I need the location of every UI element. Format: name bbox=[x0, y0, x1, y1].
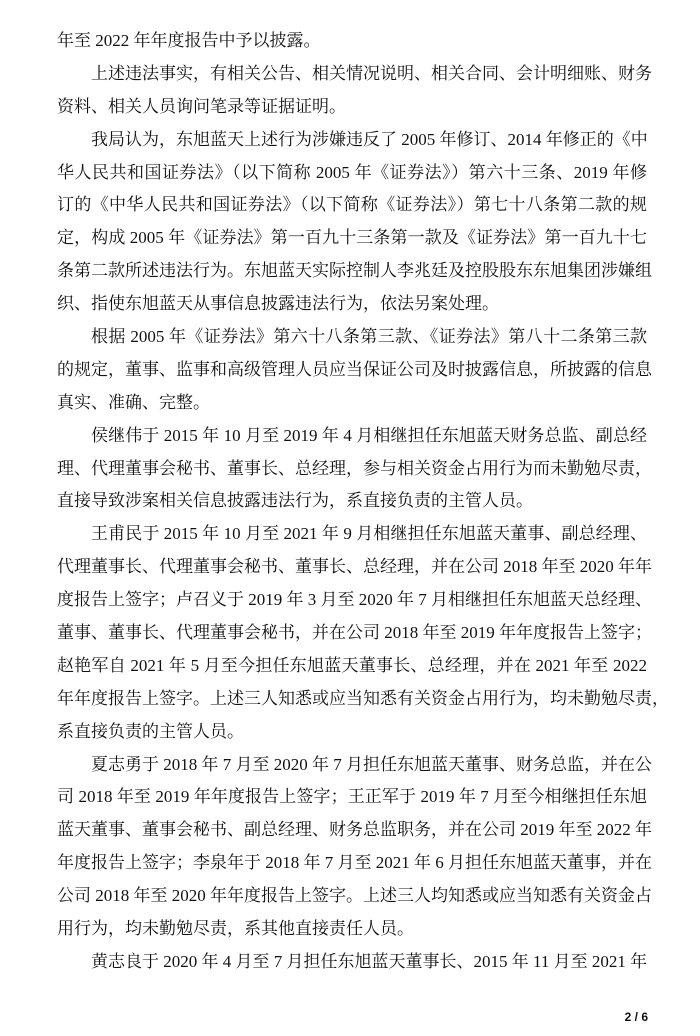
text-line: 直接导致涉案相关信息披露违法行为，系直接负责的主管人员。 bbox=[57, 491, 533, 511]
document-body bbox=[57, 25, 669, 979]
paragraph bbox=[57, 518, 669, 748]
text-line: 织、指使东旭蓝天从事信息披露违法行为，依法另案处理。 bbox=[57, 294, 499, 314]
paragraph bbox=[57, 946, 647, 979]
paragraph bbox=[57, 124, 652, 321]
page-number: 2 / 6 bbox=[624, 1010, 648, 1024]
text-line: 度报告上签字；卢召义于 2019 年 3 月至 2020 年 7 月相继担任东旭蓝天总经理、 bbox=[57, 590, 652, 610]
text-line: 公司 2018 年至 2020 年年度报告上签字。上述三人均知悉或应当知悉有关资金占 bbox=[57, 886, 652, 906]
text-line: 上述违法事实，有相关公告、相关情况说明、相关合同、会计明细账、财务 bbox=[91, 63, 652, 83]
text-line: 定，构成 2005 年《证券法》第一百九十三条第一款及《证券法》第一百九十七 bbox=[57, 228, 647, 248]
text-line: 代理董事长、代理董事会秘书、董事长、总经理，并在公司 2018 年至 2020 年年 bbox=[57, 557, 652, 577]
text-line: 赵艳军自 2021 年 5 月至今担任东旭蓝天董事长、总经理，并在 2021 年至 2022 bbox=[57, 655, 647, 675]
text-line: 董事、董事长、代理董事会秘书，并在公司 2018 年至 2019 年年度报告上签字； bbox=[57, 623, 652, 643]
text-line: 年度报告上签字；李泉年于 2018 年 7 月至 2021 年 6 月担任东旭蓝天董事，并在 bbox=[57, 853, 652, 873]
text-line: 真实、准确、完整。 bbox=[57, 392, 210, 412]
text-line: 夏志勇于 2018 年 7 月至 2020 年 7 月担任东旭蓝天董事、财务总监，并在公 bbox=[91, 754, 652, 774]
text-line: 蓝天董事、董事会秘书、副总经理、财务总监职务，并在公司 2019 年至 2022 年 bbox=[57, 820, 652, 840]
text-line: 黄志良于 2020 年 4 月至 7 月担任东旭蓝天董事长、2015 年 11 月至 2021 年 bbox=[91, 951, 648, 971]
text-line: 我局认为，东旭蓝天上述行为涉嫌违反了 2005 年修订、2014 年修正的《中 bbox=[91, 129, 648, 149]
text-line: 条第二款所述违法行为。东旭蓝天实际控制人李兆廷及控股股东东旭集团涉嫌组 bbox=[57, 261, 652, 281]
text-line: 华人民共和国证券法》（以下简称 2005 年《证券法》）第六十三条、2019 年修 bbox=[57, 162, 647, 182]
text-line: 年年度报告上签字。上述三人知悉或应当知悉有关资金占用行为，均未勤勉尽责， bbox=[57, 688, 669, 708]
text-line: 根据 2005 年《证券法》第六十八条第三款、《证券法》第八十二条第三款 bbox=[91, 327, 647, 347]
paragraph bbox=[57, 321, 652, 420]
text-line: 王甫民于 2015 年 10 月至 2021 年 9 月相继担任东旭蓝天董事、副总经理、 bbox=[91, 524, 647, 544]
paragraph bbox=[57, 25, 647, 58]
text-line: 的规定，董事、监事和高级管理人员应当保证公司及时披露信息，所披露的信息 bbox=[57, 359, 652, 379]
text-line: 资料、相关人员询问笔录等证据证明。 bbox=[57, 96, 346, 116]
paragraph bbox=[57, 749, 652, 946]
text-line: 系直接负责的主管人员。 bbox=[57, 721, 244, 741]
paragraph bbox=[57, 58, 652, 124]
text-line: 理、代理董事会秘书、董事长、总经理，参与相关资金占用行为而未勤勉尽责， bbox=[57, 458, 652, 478]
paragraph bbox=[57, 420, 652, 519]
text-line: 订的《中华人民共和国证券法》（以下简称《证券法》）第七十八条第二款的规 bbox=[57, 195, 647, 215]
text-line: 用行为，均未勤勉尽责，系其他直接责任人员。 bbox=[57, 919, 414, 939]
text-line: 司 2018 年至 2019 年年度报告上签字；王正军于 2019 年 7 月至今相继担任东旭 bbox=[57, 787, 647, 807]
text-line: 年至 2022 年年度报告中予以披露。 bbox=[57, 31, 321, 50]
text-line: 侯继伟于 2015 年 10 月至 2019 年 4 月相继担任东旭蓝天财务总监、副总经 bbox=[91, 425, 647, 445]
